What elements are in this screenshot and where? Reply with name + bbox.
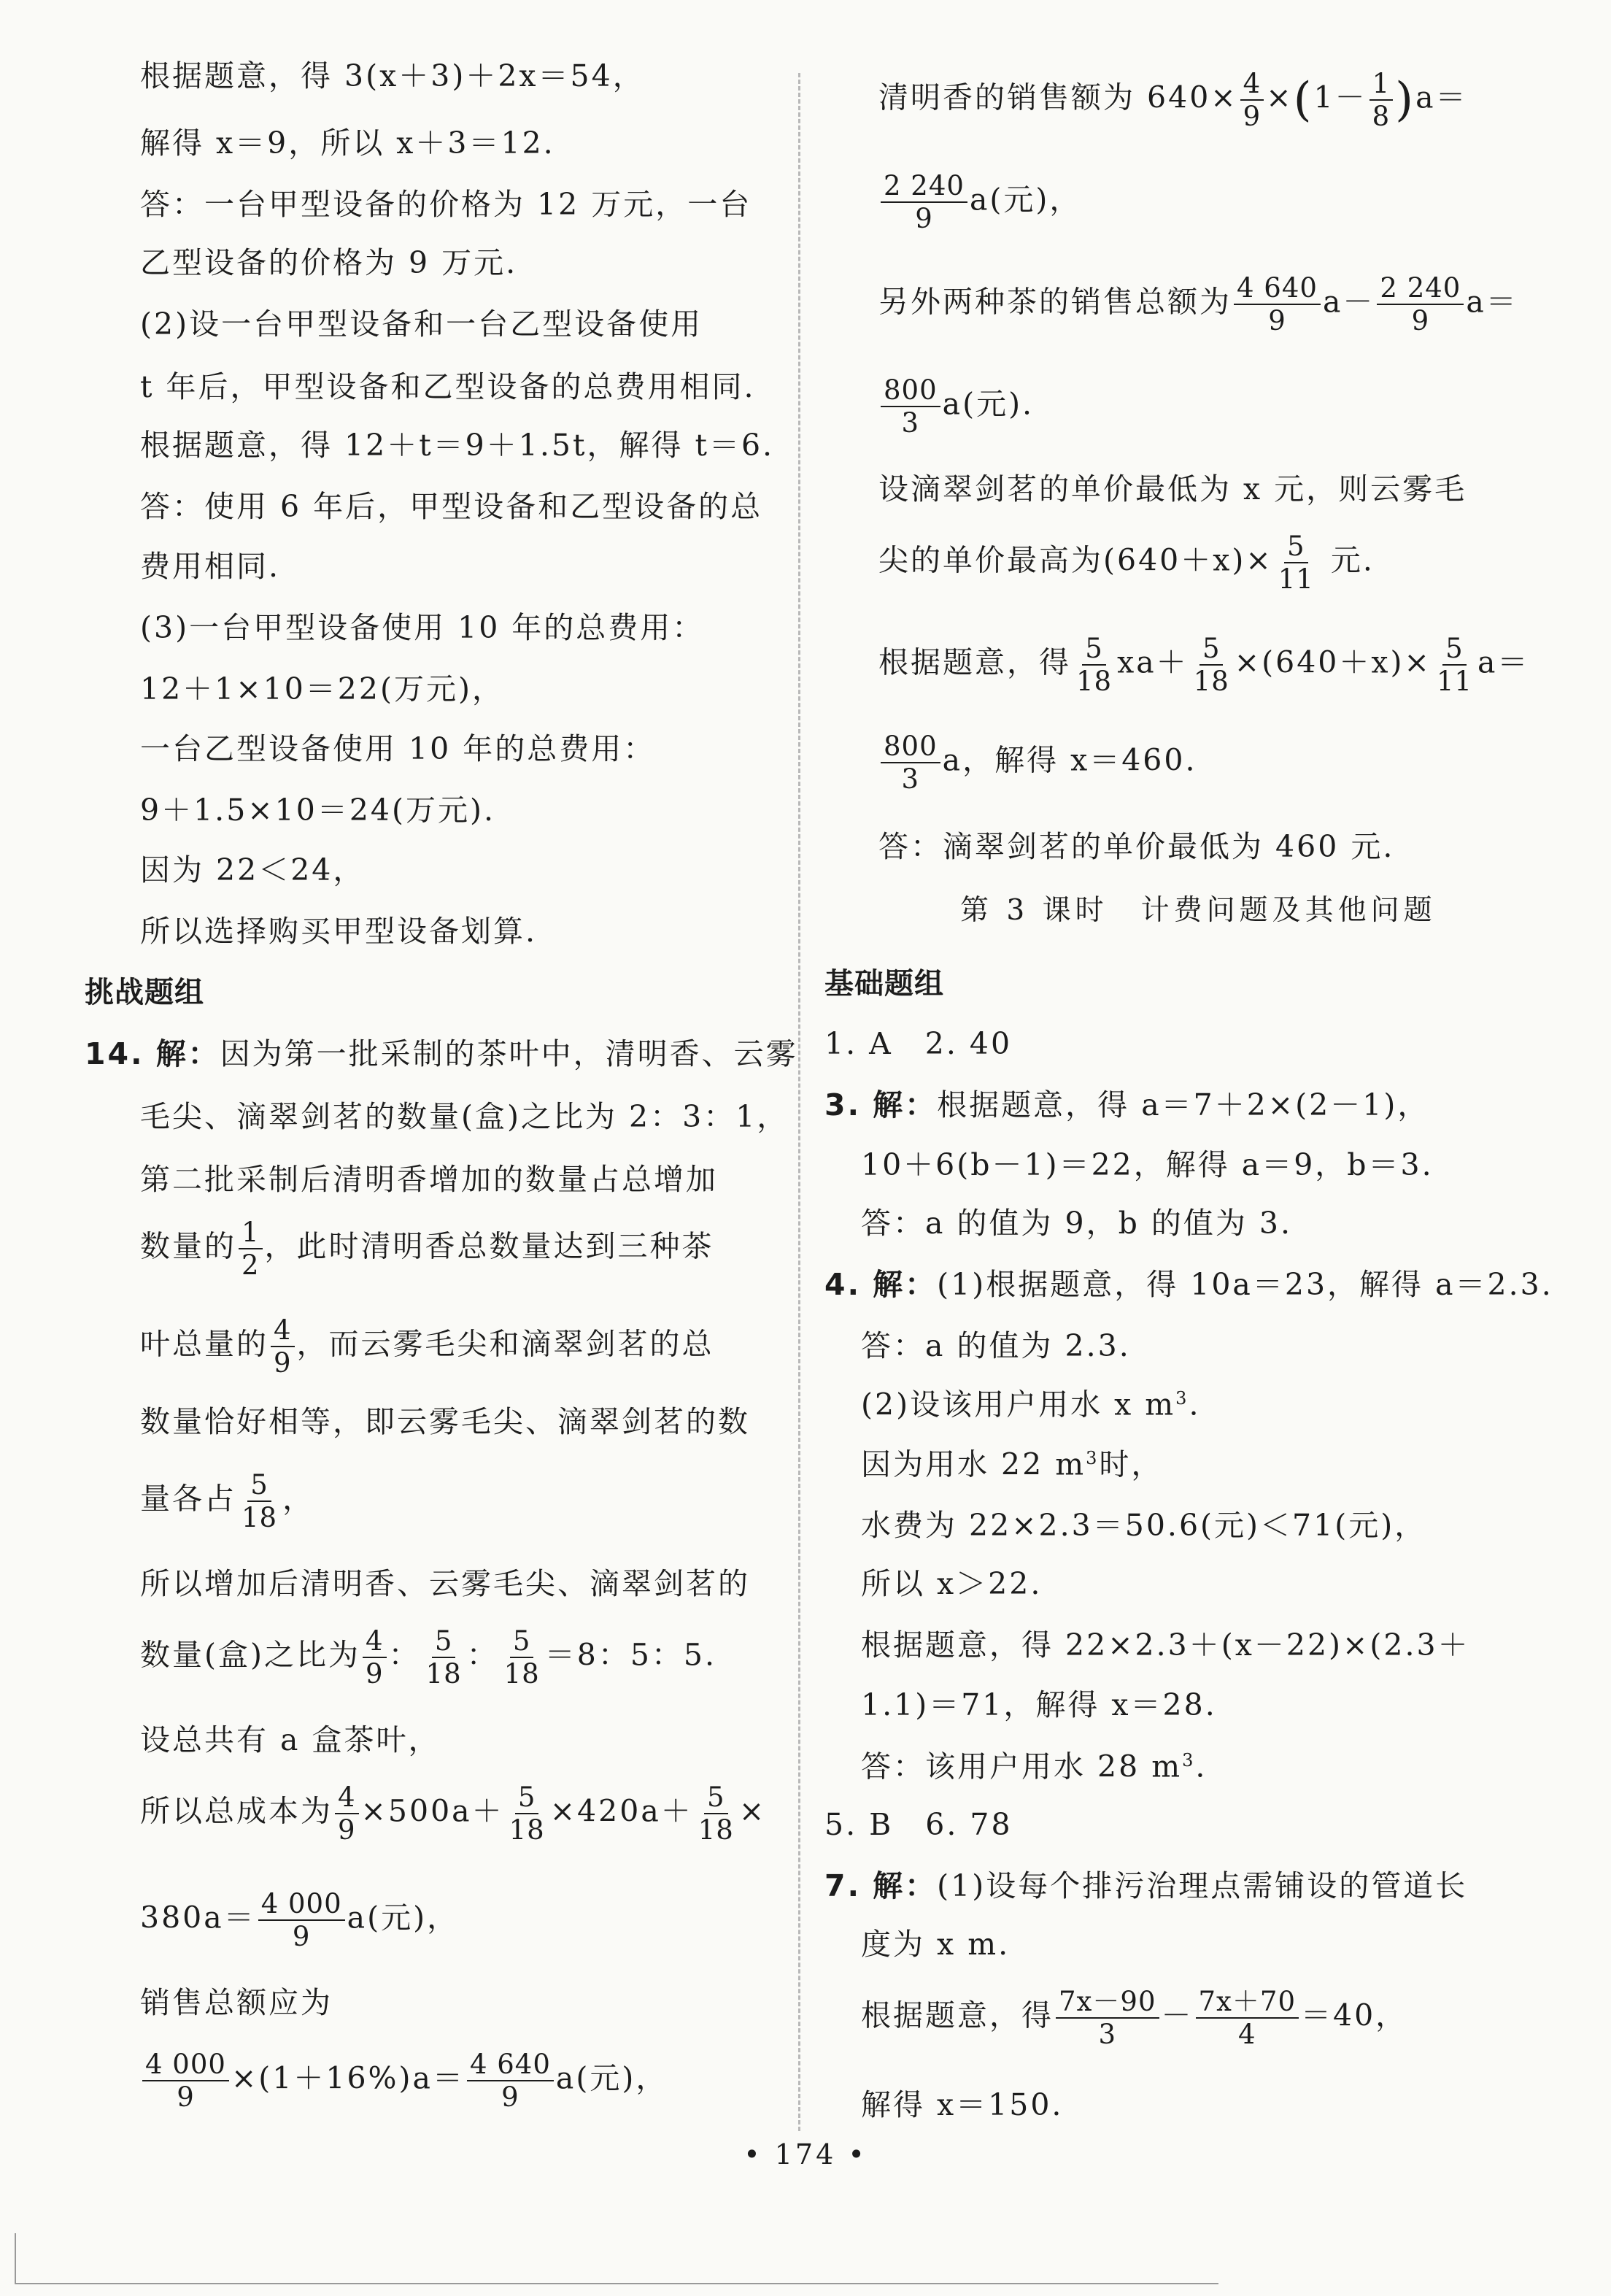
text-line (140, 2051, 668, 2111)
text-line: 根据题意，得 12＋t＝9＋1.5t，解得 t＝6. (140, 428, 775, 463)
lesson-title: 第 3 课时 计费问题及其他问题 (960, 894, 1437, 927)
text-span: 尖的单价最高为(640＋x)× (878, 542, 1273, 578)
text-span: ＝8：5：5. (544, 1637, 717, 1673)
denominator: 9 (1268, 305, 1286, 336)
text-span: 另外两种茶的销售总额为 (878, 284, 1232, 320)
text-span: (1)设每个排污治理点需铺设的管道长 (937, 1868, 1468, 1903)
text-line (878, 733, 1197, 793)
text-line: 所以选择购买甲型设备划算. (140, 914, 538, 949)
text-span: 根据题意，得 (861, 1998, 1054, 2033)
text-line (140, 1471, 314, 1531)
numerator: 5 (704, 1784, 728, 1814)
text-span: (1)根据题意，得 10a＝23，解得 a＝2.3. (937, 1267, 1553, 1302)
numerator: 5 (1284, 533, 1308, 563)
text-span: 叶总量的 (140, 1326, 268, 1362)
fraction (467, 2051, 554, 2111)
text-line: 所以 x＞22. (861, 1566, 1043, 1601)
text-line: 答：滴翠剑茗的单价最低为 460 元. (878, 829, 1395, 864)
right-paren: ) (1395, 73, 1416, 127)
text-line: 所以增加后清明香、云雾毛尖、滴翠剑茗的 (140, 1566, 750, 1601)
text-span: ： (388, 1637, 421, 1673)
text-span: － (1161, 1998, 1194, 2033)
fraction (1056, 1988, 1159, 2048)
question-14-line (85, 1036, 798, 1071)
text-span: ： (466, 1637, 499, 1673)
left-paren: ( (1293, 73, 1314, 127)
text-span: 量各占 (140, 1481, 236, 1517)
denominator: 9 (338, 1814, 356, 1846)
text-line (861, 1988, 1407, 2048)
text-line: 因为 22＜24， (140, 852, 366, 887)
text-line: t 年后，甲型设备和乙型设备的总费用相同. (140, 369, 756, 404)
superscript: 3 (1086, 1448, 1100, 1468)
numerator: 2 240 (1377, 274, 1464, 305)
text-line: 解得 x＝150. (861, 2087, 1064, 2122)
text-span: a(元)， (555, 2060, 668, 2096)
text-span: ×420a＋ (549, 1793, 693, 1829)
text-span: ×(1＋16%)a＝ (231, 2060, 465, 2096)
denominator: 2 (242, 1249, 260, 1281)
denominator: 18 (1076, 666, 1113, 697)
text-line: 答：使用 6 年后，甲型设备和乙型设备的总 (140, 489, 763, 524)
text-line: 设滴翠剑茗的单价最低为 x 元，则云雾毛 (878, 471, 1467, 506)
text-line: 1.1)＝71，解得 x＝28. (861, 1687, 1217, 1722)
fraction (363, 1625, 387, 1690)
question-4-line (824, 1267, 1553, 1302)
text-line (878, 70, 1468, 130)
text-line: 10＋6(b－1)＝22，解得 a＝9，b＝3. (861, 1147, 1434, 1182)
answer-6: 6. 78 (925, 1807, 1013, 1842)
text-line: 答：a 的值为 9，b 的值为 3. (861, 1206, 1293, 1241)
text-line: 一台乙型设备使用 10 年的总费用： (140, 731, 656, 766)
denominator: 18 (503, 1658, 540, 1690)
numerator: 5 (1082, 635, 1106, 666)
text-span: 380a＝ (140, 1900, 256, 1935)
numerator: 5 (247, 1471, 271, 1502)
text-span: 数量(盒)之比为 (140, 1637, 360, 1673)
question-number: 7. (824, 1868, 862, 1903)
fraction (423, 1625, 465, 1690)
fraction (506, 1781, 548, 1846)
denominator: 9 (366, 1658, 384, 1690)
section-title-basic: 基础题组 (824, 967, 944, 1001)
text-span: (2)设该用户用水 x m (861, 1387, 1176, 1422)
text-span: × (738, 1793, 767, 1829)
text-span: ×500a＋ (360, 1793, 504, 1829)
text-line: 数量恰好相等，即云雾毛尖、滴翠剑茗的数 (140, 1404, 750, 1439)
denominator: 18 (242, 1502, 278, 1533)
fraction (1377, 274, 1464, 334)
text-span: a＝ (1415, 80, 1468, 115)
denominator: 9 (1411, 305, 1430, 336)
fraction (1196, 1988, 1299, 2048)
numerator: 4 (271, 1317, 295, 1347)
question-number: 4. (824, 1267, 862, 1302)
text-line (140, 1890, 459, 1950)
fraction (1275, 533, 1317, 593)
text-line (861, 1387, 1201, 1422)
numerator: 1 (1369, 70, 1394, 101)
text-line (878, 635, 1529, 695)
solution-label: 解： (873, 1267, 938, 1302)
numerator: 4 000 (258, 1890, 345, 1921)
numerator: 7x－90 (1056, 1988, 1159, 2019)
text-span: 根据题意，得 (878, 644, 1071, 680)
fraction (258, 1890, 345, 1950)
column-divider (798, 73, 800, 2131)
denominator: 18 (1193, 666, 1229, 697)
text-line: 根据题意，得 22×2.3＋(x－22)×(2.3＋ (861, 1627, 1470, 1663)
fraction (1191, 635, 1232, 695)
text-line (861, 1446, 1164, 1482)
text-span: ＝40， (1301, 1998, 1408, 2033)
text-span: 因为第一批采制的茶叶中，清明香、云雾 (220, 1036, 798, 1071)
answer-1: 1. A (824, 1026, 893, 1061)
text-span: 因为用水 22 m (861, 1446, 1086, 1482)
superscript: 3 (1182, 1750, 1196, 1771)
fraction (695, 1781, 737, 1846)
numerator: 1 (239, 1219, 263, 1249)
text-line (878, 274, 1518, 334)
text-span: × (1266, 80, 1294, 115)
denominator: 18 (509, 1814, 545, 1846)
numerator: 800 (881, 733, 940, 763)
text-span: a，解得 x＝460. (942, 742, 1197, 778)
solution-label: 解： (155, 1036, 220, 1071)
denominator: 9 (501, 2081, 519, 2113)
text-line (140, 1625, 717, 1690)
text-span: a(元)， (969, 182, 1082, 217)
denominator: 11 (1278, 563, 1314, 595)
text-line: 设总共有 a 盒茶叶， (140, 1722, 441, 1757)
fraction (501, 1625, 543, 1690)
text-line: 根据题意，得 3(x＋3)＋2x＝54， (140, 58, 645, 93)
text-span: 根据题意，得 a＝7＋2×(2－1)， (937, 1087, 1430, 1122)
denominator: 3 (901, 407, 920, 439)
denominator: 18 (698, 1814, 734, 1846)
text-span: a－ (1322, 284, 1375, 320)
text-line (878, 172, 1081, 232)
text-line (861, 1749, 1208, 1784)
question-number: 14. (85, 1036, 144, 1071)
text-line: (3)一台甲型设备使用 10 年的总费用： (140, 610, 705, 645)
denominator: 9 (292, 1921, 311, 1952)
solution-label: 解： (873, 1868, 938, 1903)
denominator: 4 (1237, 2019, 1256, 2050)
text-line (140, 1781, 767, 1846)
text-span: 1－ (1313, 80, 1367, 115)
text-span: 所以总成本为 (140, 1793, 333, 1829)
text-span: 数量的 (140, 1228, 236, 1264)
numerator: 2 240 (881, 172, 967, 203)
denominator: 11 (1436, 666, 1472, 697)
question-3-line (824, 1087, 1430, 1122)
denominator: 3 (1098, 2019, 1117, 2050)
denominator: 9 (915, 203, 933, 234)
text-line: 12＋1×10＝22(万元)， (140, 671, 504, 706)
denominator: 9 (274, 1347, 292, 1379)
fraction (881, 172, 967, 232)
denominator: 3 (901, 763, 920, 795)
fraction (271, 1314, 295, 1379)
fraction (881, 733, 940, 793)
text-line (878, 374, 1035, 439)
numerator: 4 000 (142, 2051, 229, 2081)
numerator: 4 (1240, 70, 1264, 101)
page-number: • 174 • (743, 2138, 868, 2170)
denominator: 18 (425, 1658, 462, 1690)
text-line: 水费为 22×2.3＝50.6(元)＜71(元)， (861, 1508, 1427, 1543)
text-line: 9＋1.5×10＝24(万元). (140, 793, 496, 828)
answer-2: 2. 40 (924, 1026, 1013, 1061)
crop-mark (15, 2283, 1218, 2284)
text-span: a＝ (1466, 284, 1518, 320)
numerator: 5 (432, 1627, 456, 1658)
fraction (335, 1781, 359, 1846)
text-span: a(元)， (347, 1900, 460, 1935)
fraction (1240, 70, 1264, 130)
text-line (140, 1314, 714, 1379)
answer-line (824, 1807, 1013, 1842)
crop-mark (15, 2233, 16, 2283)
fraction (1434, 635, 1475, 695)
text-span: ×(640＋x)× (1234, 644, 1432, 680)
solution-label: 解： (873, 1087, 938, 1122)
text-span: ，此时清明香总数量达到三种茶 (264, 1228, 714, 1264)
fraction (239, 1471, 280, 1531)
fraction (142, 2051, 229, 2111)
text-span: 答：该用户用水 28 m (861, 1749, 1183, 1784)
text-line: 毛尖、滴翠剑茗的数量(盒)之比为 2：3：1， (140, 1099, 789, 1134)
fraction (1234, 274, 1321, 334)
numerator: 4 (363, 1627, 387, 1658)
fraction (239, 1219, 263, 1279)
numerator: 800 (881, 377, 940, 407)
fraction (881, 374, 940, 439)
numerator: 5 (515, 1784, 539, 1814)
answer-line (824, 1026, 1013, 1061)
text-line: 度为 x m. (861, 1927, 1011, 1962)
answer-5: 5. B (824, 1807, 894, 1842)
text-line: 乙型设备的价格为 9 万元. (140, 245, 518, 280)
text-span: 时， (1099, 1446, 1164, 1482)
text-line: 第二批采制后清明香增加的数量占总增加 (140, 1162, 718, 1197)
text-line: 销售总额应为 (140, 1985, 333, 2020)
text-line (878, 533, 1375, 593)
numerator: 5 (1442, 635, 1467, 666)
numerator: 4 640 (467, 2051, 554, 2081)
text-line: 答：一台甲型设备的价格为 12 万元，一台 (140, 187, 752, 222)
superscript: 3 (1175, 1388, 1189, 1409)
text-line: 解得 x＝9，所以 x＋3＝12. (140, 126, 555, 161)
denominator: 8 (1372, 101, 1391, 132)
question-7-line (824, 1868, 1468, 1903)
text-line: 费用相同. (140, 549, 281, 584)
text-span: . (1195, 1749, 1208, 1784)
text-span: ， (282, 1481, 315, 1517)
numerator: 7x＋70 (1196, 1988, 1299, 2019)
question-number: 3. (824, 1087, 862, 1122)
numerator: 5 (1199, 635, 1224, 666)
numerator: 4 640 (1234, 274, 1321, 305)
text-span: ，而云雾毛尖和滴翠剑茗的总 (296, 1326, 714, 1362)
text-span: 清明香的销售额为 640× (878, 80, 1238, 115)
text-span: a＝ (1477, 644, 1530, 680)
text-span: . (1189, 1387, 1201, 1422)
section-title-challenge: 挑战题组 (85, 976, 204, 1009)
text-line (140, 1219, 714, 1279)
text-line: 答：a 的值为 2.3. (861, 1328, 1131, 1363)
fraction (1073, 635, 1115, 695)
denominator: 9 (1243, 101, 1262, 132)
denominator: 9 (177, 2081, 195, 2113)
text-span: 元. (1318, 542, 1375, 578)
text-span: xa＋ (1117, 644, 1189, 680)
fraction (1369, 70, 1394, 130)
numerator: 5 (510, 1627, 534, 1658)
text-span: a(元). (942, 386, 1035, 422)
numerator: 4 (335, 1784, 359, 1814)
text-line: (2)设一台甲型设备和一台乙型设备使用 (140, 307, 703, 342)
